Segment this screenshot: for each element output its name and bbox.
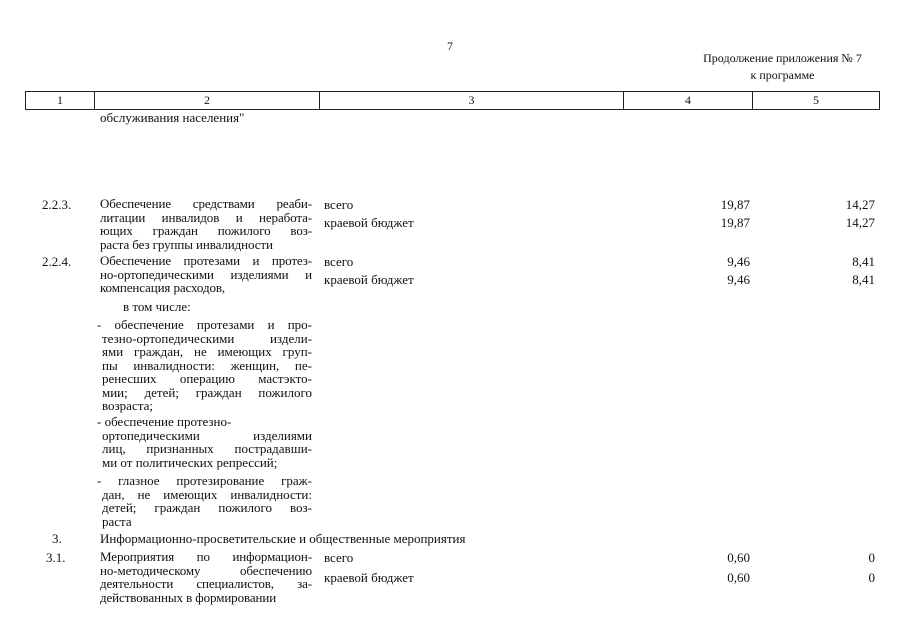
- description-line: Обеспечение средствами реаби-: [100, 196, 312, 211]
- value-col5: 14,27: [845, 197, 875, 212]
- value-col4: 9,46: [727, 254, 750, 269]
- sub-item: [97, 318, 312, 413]
- sub-item-line: ями граждан, не имеющих груп-: [102, 344, 312, 359]
- description-line: Мероприятия по информацион-: [100, 549, 312, 564]
- sub-item-line: пы инвалидности: женщин, пе-: [102, 357, 312, 373]
- value-col5: 0: [868, 550, 875, 565]
- sub-item: [97, 415, 312, 469]
- value-col5: 14,27: [845, 215, 875, 230]
- column-header-5: 5: [813, 93, 819, 107]
- sub-item-line: - обеспечение протезно-: [97, 414, 232, 429]
- funding-source: всего: [324, 550, 354, 565]
- column-header-3: 3: [468, 93, 475, 107]
- sub-item-line: - глазное протезирование граж-: [97, 473, 312, 488]
- section-title: Информационно-просветительские и общественные мероприятия: [100, 531, 466, 546]
- sub-item-line: лиц, признанных пострадавши-: [102, 441, 312, 456]
- description-line: деятельности специалистов, за-: [100, 576, 312, 591]
- sub-item-line: мии; детей; граждан пожилого: [102, 384, 312, 400]
- description-line: но-ортопедическими изделиями и: [100, 266, 312, 282]
- funding-source: всего: [324, 254, 354, 269]
- sub-item-line: детей; граждан пожилого воз-: [102, 500, 312, 515]
- value-col4: 0,60: [727, 550, 750, 565]
- row-description: [100, 197, 312, 251]
- sub-item-line: ми от политических репрессий;: [102, 454, 278, 470]
- appendix-note-line1: Продолжение приложения № 7: [703, 51, 862, 65]
- description-line: но-методическому обеспечению: [100, 562, 312, 578]
- value-col5: 8,41: [852, 254, 875, 269]
- column-header-2: 2: [204, 93, 210, 107]
- sub-item-line: раста: [102, 513, 132, 529]
- description-line: литации инвалидов и неработа-: [100, 209, 312, 225]
- funding-source: всего: [324, 197, 354, 212]
- row-number: 2.2.4.: [42, 254, 72, 269]
- funding-source: краевой бюджет: [324, 570, 414, 585]
- row-description: [100, 254, 312, 295]
- description-line: Обеспечение протезами и протез-: [100, 253, 312, 268]
- description-line: ющих граждан пожилого воз-: [100, 223, 312, 238]
- sub-item-line: ренесших операцию мастэкто-: [102, 371, 312, 386]
- description-line: компенсация расходов,: [100, 280, 226, 295]
- continuation-text: обслуживания населения": [100, 110, 245, 125]
- row-number: 3.: [52, 531, 62, 546]
- value-col5: 0: [868, 570, 875, 585]
- value-col4: 9,46: [727, 272, 750, 287]
- sub-item-line: возраста;: [102, 398, 153, 413]
- value-col4: 0,60: [727, 570, 750, 585]
- value-col4: 19,87: [720, 215, 750, 230]
- row-number: 3.1.: [46, 550, 66, 565]
- value-col5: 8,41: [852, 272, 875, 287]
- row-number: 2.2.3.: [42, 197, 72, 212]
- column-header-4: 4: [685, 93, 691, 107]
- sub-item-line: - обеспечение протезами и про-: [97, 317, 312, 332]
- sub-item-line: дан, не имеющих инвалидности:: [102, 486, 312, 502]
- row-description: [100, 550, 312, 604]
- appendix-note: [690, 50, 875, 84]
- funding-source: краевой бюджет: [324, 215, 414, 230]
- table-header-row: [25, 91, 880, 110]
- column-header-1: 1: [57, 93, 63, 107]
- sub-item: [97, 474, 312, 528]
- description-line: действованных в формировании: [100, 589, 277, 605]
- value-col4: 19,87: [720, 197, 750, 212]
- description-line: раста без группы инвалидности: [100, 236, 273, 252]
- sub-item-line: ортопедическими изделиями: [102, 427, 312, 443]
- including-label: в том числе:: [123, 299, 191, 314]
- funding-source: краевой бюджет: [324, 272, 414, 287]
- appendix-note-line2: к программе: [750, 68, 815, 82]
- sub-item-line: тезно-ортопедическими издели-: [102, 330, 312, 346]
- page-number: 7: [447, 39, 453, 53]
